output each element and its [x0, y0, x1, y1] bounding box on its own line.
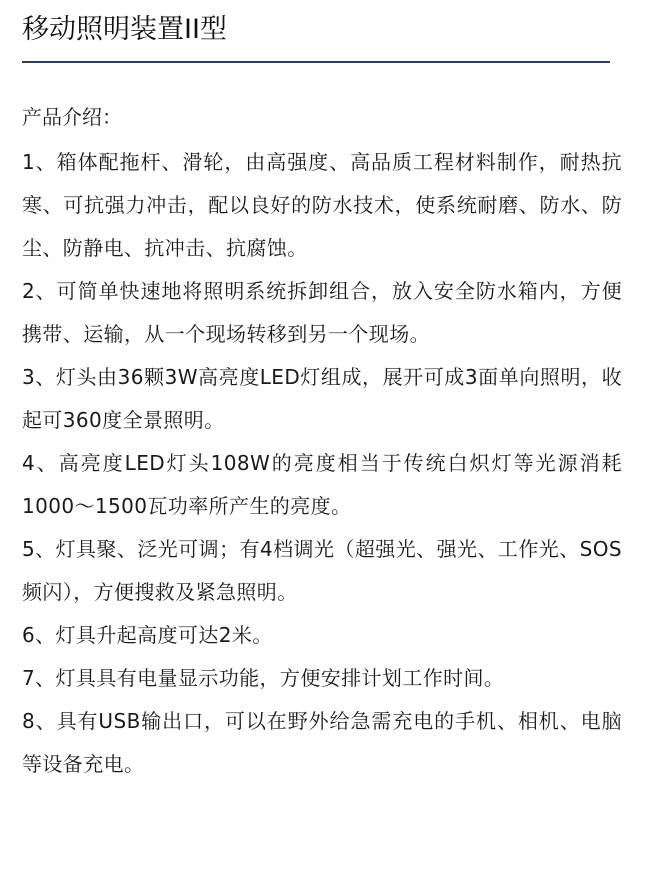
- product-description: [22, 97, 622, 786]
- feature-item-4: [22, 442, 622, 528]
- intro-label: 产品介绍：: [22, 105, 122, 129]
- title-divider: [22, 61, 610, 63]
- feature-number: 3、: [22, 365, 56, 389]
- feature-text: 高亮度LED灯头108W的亮度相当于传统白炽灯等光源消耗1000～1500瓦功率所产生的亮度。: [22, 451, 622, 518]
- feature-number: 6、: [22, 623, 56, 647]
- feature-item-5: [22, 528, 622, 614]
- page-title: 移动照明装置II型: [22, 14, 227, 45]
- feature-item-1: [22, 141, 622, 270]
- feature-text: 灯具聚、泛光可调；有4档调光（超强光、强光、工作光、SOS频闪），方便搜救及紧急照明。: [22, 537, 622, 604]
- feature-text: 箱体配拖杆、滑轮，由高强度、高品质工程材料制作，耐热抗寒、可抗强力冲击，配以良好的防水技术，使系统耐磨、防水、防尘、防静电、抗冲击、抗腐蚀。: [22, 150, 622, 260]
- feature-item-8: [22, 700, 622, 786]
- feature-item-6: [22, 614, 622, 657]
- feature-text: 灯具升起高度可达2米。: [55, 623, 273, 647]
- feature-number: 4、: [22, 451, 59, 475]
- feature-text: 具有USB输出口，可以在野外给急需充电的手机、相机、电脑等设备充电。: [22, 709, 622, 776]
- feature-number: 1、: [22, 150, 57, 174]
- feature-text: 灯具具有电量显示功能，方便安排计划工作时间。: [55, 666, 505, 690]
- feature-item-7: [22, 657, 622, 700]
- feature-text: 灯头由36颗3W高亮度LED灯组成，展开可成3面单向照明，收起可360度全景照明。: [22, 365, 622, 432]
- feature-text: 可简单快速地将照明系统拆卸组合，放入安全防水箱内，方便携带、运输，从一个现场转移到另一个现场。: [22, 279, 622, 346]
- feature-number: 2、: [22, 279, 57, 303]
- feature-number: 5、: [22, 537, 56, 561]
- feature-number: 7、: [22, 666, 56, 690]
- feature-number: 8、: [22, 709, 57, 733]
- feature-item-2: [22, 270, 622, 356]
- feature-item-3: [22, 356, 622, 442]
